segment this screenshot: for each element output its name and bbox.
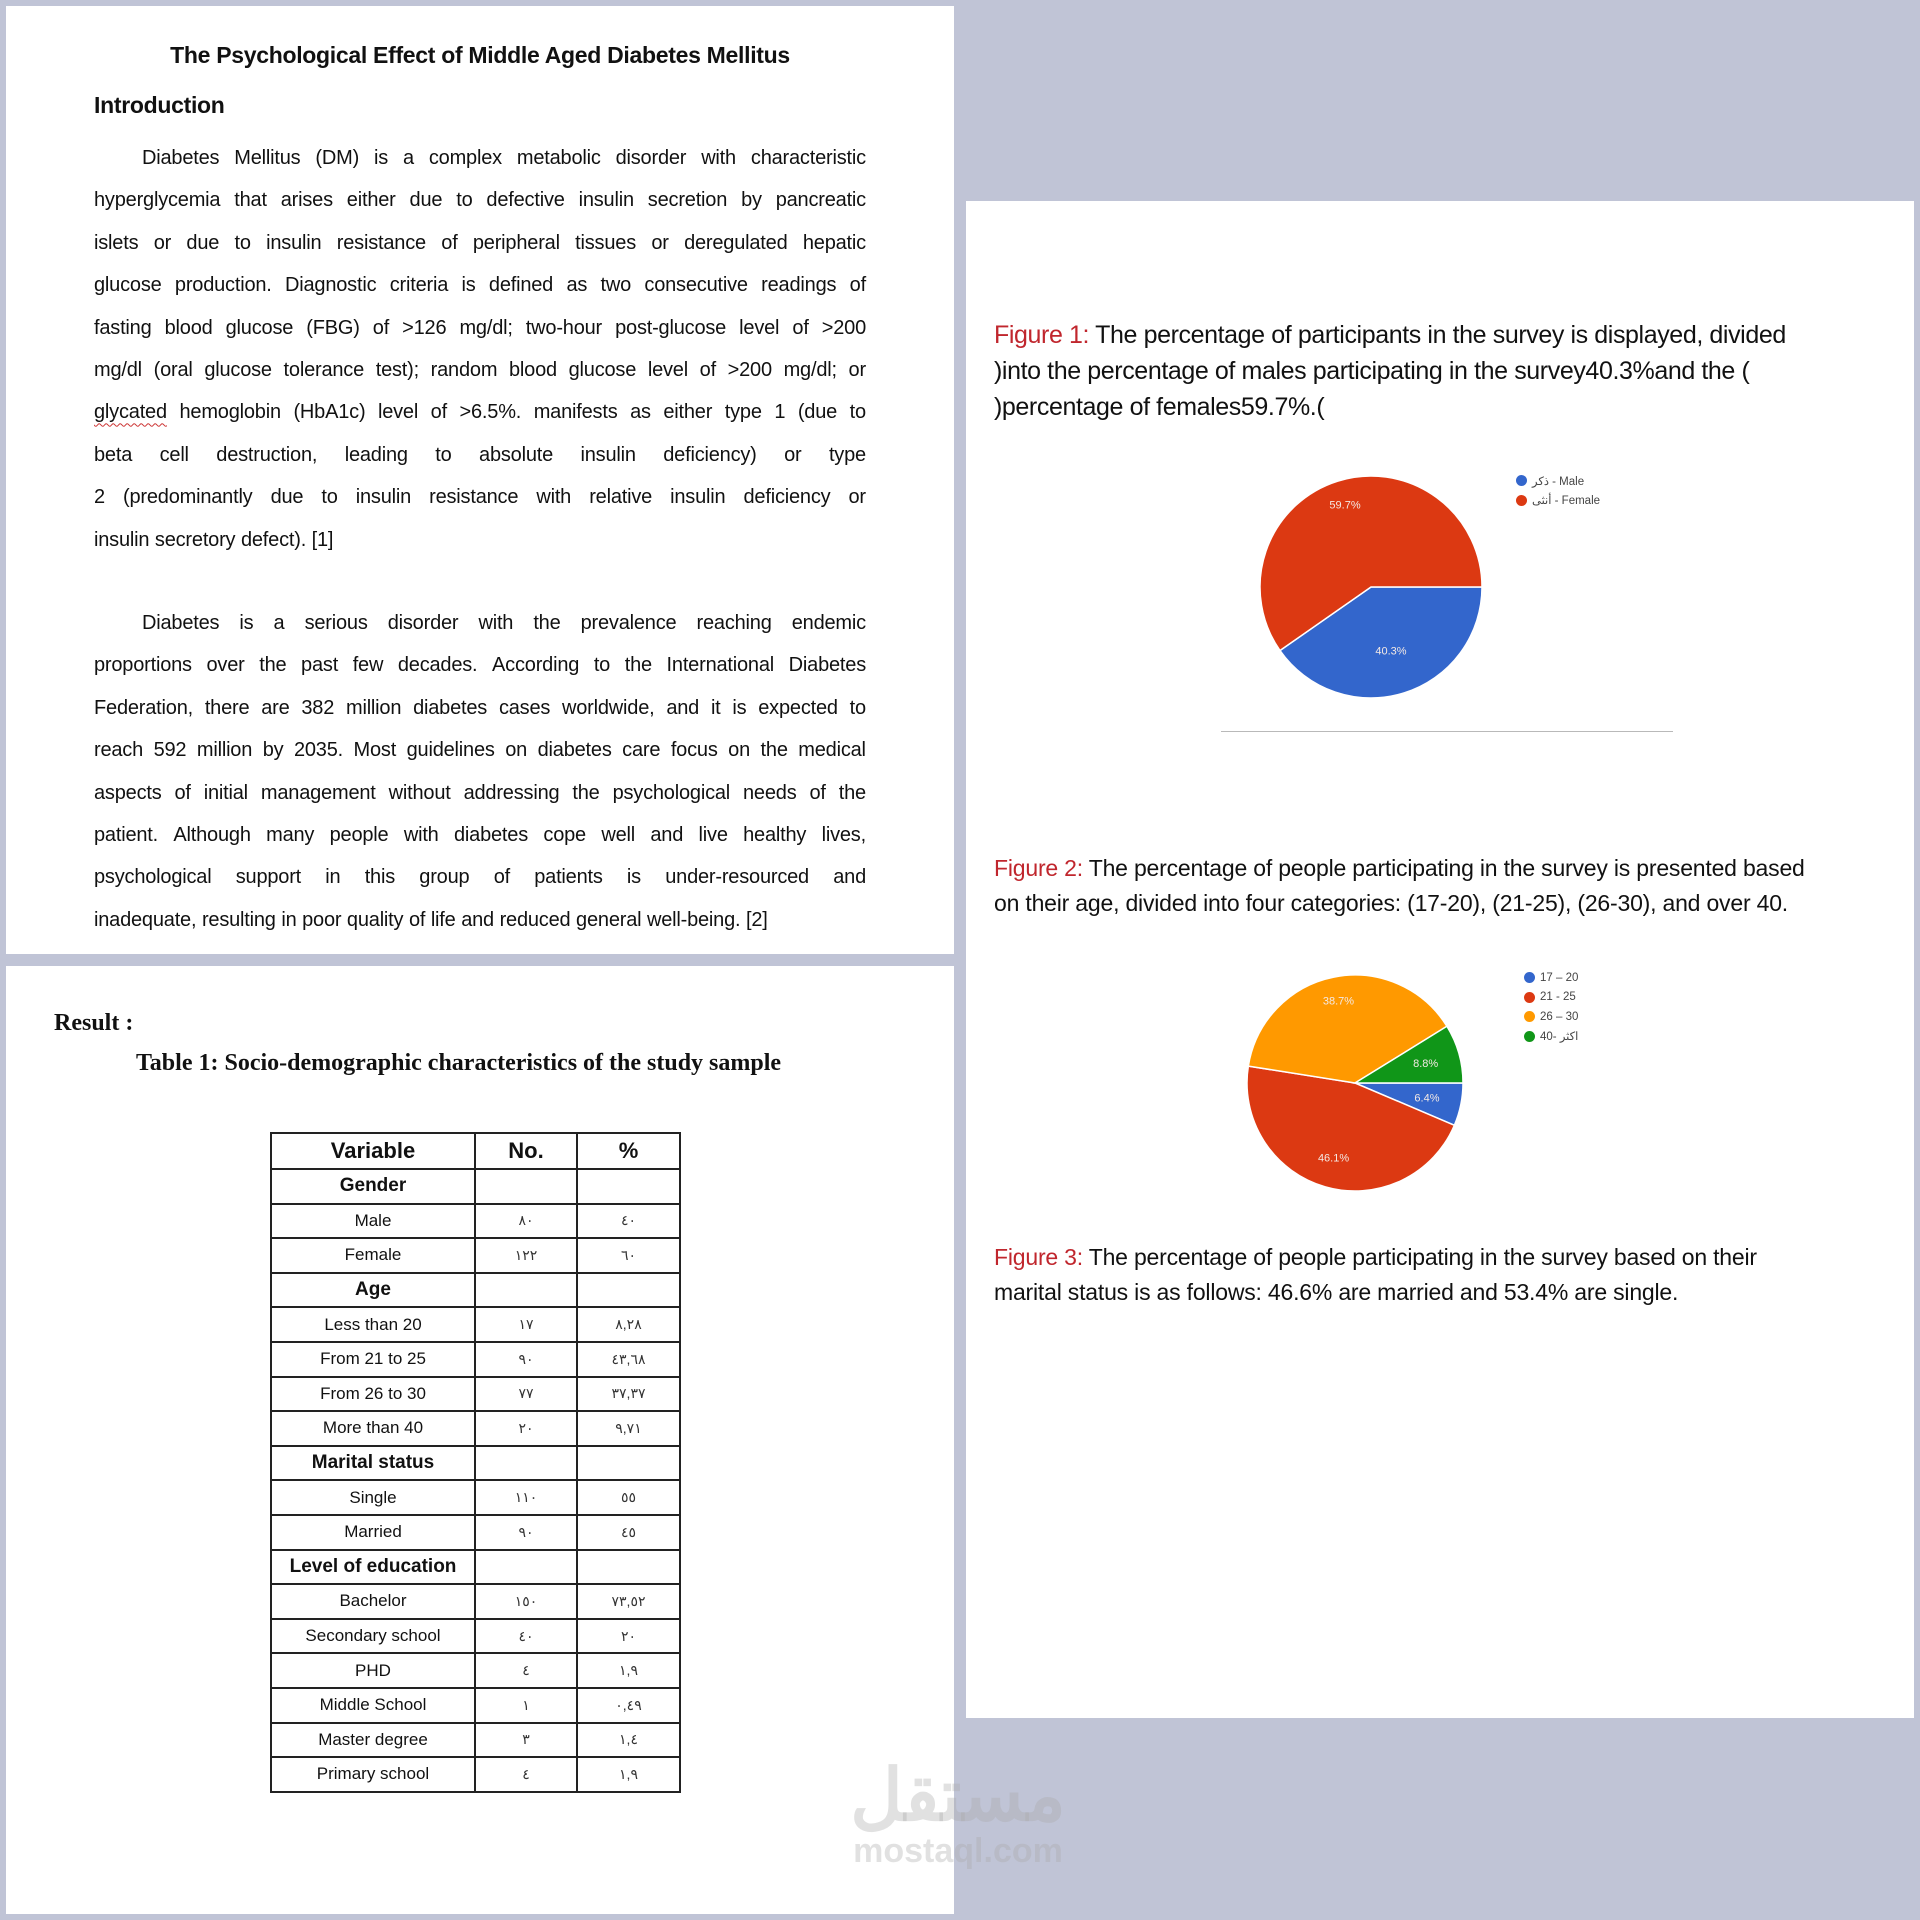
percent-cell: ٤٣,٦٨ — [577, 1342, 680, 1377]
table-caption: Table 1: Socio-demographic characteristics of the study sample — [136, 1050, 782, 1076]
socio-demographic-table — [270, 1132, 681, 1793]
table-row — [271, 1411, 680, 1446]
table-row — [271, 1515, 680, 1550]
figure-2-line: on their age, divided into four categories: (17-20), (21-25), (26-30), and over 40. — [994, 890, 1788, 916]
table-row — [271, 1723, 680, 1758]
figure-1-caption — [994, 317, 1894, 425]
paragraph-line: reach 592 million by 2035. Most guidelines on diabetes care focus on the medical — [94, 739, 866, 762]
percent-cell — [577, 1446, 680, 1481]
table-row — [271, 1619, 680, 1654]
percent-cell: ٢٠ — [577, 1619, 680, 1654]
count-cell: ١ — [475, 1688, 577, 1723]
count-cell: ٤٠ — [475, 1619, 577, 1654]
count-cell — [475, 1446, 577, 1481]
count-cell — [475, 1273, 577, 1308]
figure-1-label: Figure 1: — [994, 321, 1090, 349]
percent-cell: ٠,٤٩ — [577, 1688, 680, 1723]
table-row — [271, 1377, 680, 1412]
variable-cell: Primary school — [271, 1757, 475, 1792]
document-title: The Psychological Effect of Middle Aged Diabetes Mellitus — [170, 42, 790, 68]
slice-label: 38.7% — [1322, 995, 1355, 1008]
gender-chart-legend — [1516, 471, 1600, 510]
percent-cell: ٤٥ — [577, 1515, 680, 1550]
variable-cell: Level of education — [271, 1550, 475, 1585]
paragraph-line: Diabetes is a serious disorder with the prevalence reaching endemic — [142, 612, 866, 634]
count-cell — [475, 1550, 577, 1585]
variable-cell: Less than 20 — [271, 1307, 475, 1342]
legend-color-dot-icon — [1524, 972, 1535, 983]
table-row — [271, 1204, 680, 1239]
result-page — [6, 966, 954, 1914]
variable-cell: More than 40 — [271, 1411, 475, 1446]
legend-color-dot-icon — [1524, 1031, 1535, 1042]
slice-label: 46.1% — [1317, 1152, 1350, 1165]
paragraph-line: fasting blood glucose (FBG) of >126 mg/dl; two-hour post-glucose level of >200 — [94, 316, 866, 339]
count-cell: ٩٠ — [475, 1515, 577, 1550]
legend-item — [1524, 1007, 1578, 1027]
count-cell: ٤ — [475, 1757, 577, 1792]
slice-label: 40.3% — [1375, 645, 1407, 658]
figure-2-label: Figure 2: — [994, 855, 1083, 881]
table-group-row — [271, 1169, 680, 1204]
legend-label: 17 – 20 — [1540, 971, 1579, 984]
figure-1-line: )into the percentage of males participating in the survey40.3%and the ( — [994, 357, 1750, 385]
paragraph-line: islets or due to insulin resistance of peripheral tissues or deregulated hepatic — [94, 231, 866, 254]
legend-item — [1516, 491, 1600, 511]
table-group-row — [271, 1273, 680, 1308]
intro-page — [6, 6, 954, 954]
percent-cell: ١,٩ — [577, 1757, 680, 1792]
paragraph-line: insulin secretory defect). [1] — [94, 528, 334, 551]
count-cell: ١٢٢ — [475, 1238, 577, 1273]
percent-cell — [577, 1169, 680, 1204]
variable-cell: Gender — [271, 1169, 475, 1204]
watermark-arabic: مستقل — [850, 1756, 1066, 1836]
table-row — [271, 1653, 680, 1688]
figure-1-line: The percentage of participants in the survey is displayed, divided — [1089, 321, 1786, 349]
legend-label: اكثر -40 — [1540, 1031, 1579, 1044]
figure-3-caption — [994, 1240, 1894, 1310]
paragraph-line: aspects of initial management without addressing the psychological needs of the — [94, 781, 866, 804]
paragraph-line: proportions over the past few decades. According to the International Diabetes — [94, 654, 866, 677]
legend-item — [1524, 968, 1578, 988]
paragraph-line: Diabetes Mellitus (DM) is a complex metabolic disorder with characteristic — [142, 147, 866, 169]
figure-1-line: )percentage of females59.7%.( — [994, 393, 1325, 421]
table-row — [271, 1342, 680, 1377]
paragraph-line: glycated hemoglobin (HbA1c) level of >6.5%. manifests as either type 1 (due to — [94, 401, 866, 424]
count-cell: ٨٠ — [475, 1204, 577, 1239]
paragraph-line: mg/dl (oral glucose tolerance test); random blood glucose level of >200 mg/dl; or — [94, 358, 866, 381]
variable-cell: Master degree — [271, 1723, 475, 1758]
legend-label: 26 – 30 — [1540, 1010, 1579, 1023]
percent-cell — [577, 1550, 680, 1585]
percent-cell: ٤٠ — [577, 1204, 680, 1239]
legend-label: 21 - 25 — [1540, 991, 1576, 1004]
variable-cell: From 21 to 25 — [271, 1342, 475, 1377]
variable-cell: Single — [271, 1480, 475, 1515]
variable-cell: Female — [271, 1238, 475, 1273]
count-cell: ١٥٠ — [475, 1584, 577, 1619]
count-cell — [475, 1169, 577, 1204]
legend-color-dot-icon — [1524, 992, 1535, 1003]
table-row — [271, 1584, 680, 1619]
figure-2-line: The percentage of people participating in the survey is presented based — [1082, 855, 1805, 881]
figure-3-line: marital status is as follows: 46.6% are married and 53.4% are single. — [994, 1279, 1679, 1305]
paragraph-line: glucose production. Diagnostic criteria is defined as two consecutive readings of — [94, 274, 866, 297]
table-row — [271, 1307, 680, 1342]
legend-item — [1524, 988, 1578, 1008]
paragraph-line: inadequate, resulting in poor quality of life and reduced general well-being. [2] — [94, 908, 768, 931]
paragraph-line: psychological support in this group of patients is under-resourced and — [94, 866, 866, 889]
count-cell: ٤ — [475, 1653, 577, 1688]
paragraph-line: hyperglycemia that arises either due to defective insulin secretion by pancreatic — [94, 189, 866, 212]
header-percent: % — [577, 1133, 680, 1169]
variable-cell: From 26 to 30 — [271, 1377, 475, 1412]
legend-label: أنثى - Female — [1532, 495, 1601, 508]
paragraph-line: Federation, there are 382 million diabetes cases worldwide, and it is expected to — [94, 696, 866, 719]
table-header-row — [271, 1133, 680, 1169]
header-variable: Variable — [271, 1133, 475, 1169]
count-cell: ١١٠ — [475, 1480, 577, 1515]
legend-label: ذكر - Male — [1532, 475, 1585, 488]
figure-2-caption — [994, 851, 1894, 921]
header-number: No. — [475, 1133, 577, 1169]
watermark-latin: mostaql.com — [853, 1832, 1063, 1870]
percent-cell: ١,٤ — [577, 1723, 680, 1758]
figure-3-line: The percentage of people participating in the survey based on their — [1082, 1244, 1757, 1270]
variable-cell: Marital status — [271, 1446, 475, 1481]
introduction-paragraph-1 — [94, 137, 866, 561]
result-heading: Result : — [54, 1010, 134, 1036]
age-chart-legend — [1524, 968, 1578, 1046]
slice-label: 8.8% — [1413, 1057, 1439, 1070]
variable-cell: Secondary school — [271, 1619, 475, 1654]
table-row — [271, 1757, 680, 1792]
variable-cell: Age — [271, 1273, 475, 1308]
table-group-row — [271, 1550, 680, 1585]
legend-color-dot-icon — [1516, 475, 1527, 486]
variable-cell: Married — [271, 1515, 475, 1550]
legend-color-dot-icon — [1516, 495, 1527, 506]
percent-cell: ٥٥ — [577, 1480, 680, 1515]
variable-cell: Bachelor — [271, 1584, 475, 1619]
legend-item — [1516, 471, 1600, 491]
count-cell: ٧٧ — [475, 1377, 577, 1412]
table-group-row — [271, 1446, 680, 1481]
count-cell: ٩٠ — [475, 1342, 577, 1377]
table-row — [271, 1688, 680, 1723]
introduction-paragraph-2 — [94, 602, 866, 941]
variable-cell: Middle School — [271, 1688, 475, 1723]
paragraph-line: 2 (predominantly due to insulin resistance with relative insulin deficiency or — [94, 486, 866, 509]
table-row — [271, 1480, 680, 1515]
paragraph-line: beta cell destruction, leading to absolute insulin deficiency) or type — [94, 443, 866, 466]
percent-cell — [577, 1273, 680, 1308]
percent-cell: ٣٧,٣٧ — [577, 1377, 680, 1412]
percent-cell: ١,٩ — [577, 1653, 680, 1688]
count-cell: ٣ — [475, 1723, 577, 1758]
count-cell: ٢٠ — [475, 1411, 577, 1446]
slice-label: 59.7% — [1329, 499, 1361, 512]
legend-item — [1524, 1027, 1578, 1047]
variable-cell: Male — [271, 1204, 475, 1239]
percent-cell: ٩,٧١ — [577, 1411, 680, 1446]
percent-cell: ٨,٢٨ — [577, 1307, 680, 1342]
paragraph-line: patient. Although many people with diabetes cope well and live healthy lives, — [94, 823, 866, 846]
slice-label: 6.4% — [1414, 1092, 1440, 1105]
percent-cell: ٧٣,٥٢ — [577, 1584, 680, 1619]
divider-line — [1221, 731, 1673, 732]
legend-color-dot-icon — [1524, 1011, 1535, 1022]
introduction-heading: Introduction — [94, 92, 225, 118]
table-row — [271, 1238, 680, 1273]
count-cell: ١٧ — [475, 1307, 577, 1342]
percent-cell: ٦٠ — [577, 1238, 680, 1273]
figure-3-label: Figure 3: — [994, 1244, 1083, 1270]
variable-cell: PHD — [271, 1653, 475, 1688]
figures-page — [966, 201, 1914, 1718]
